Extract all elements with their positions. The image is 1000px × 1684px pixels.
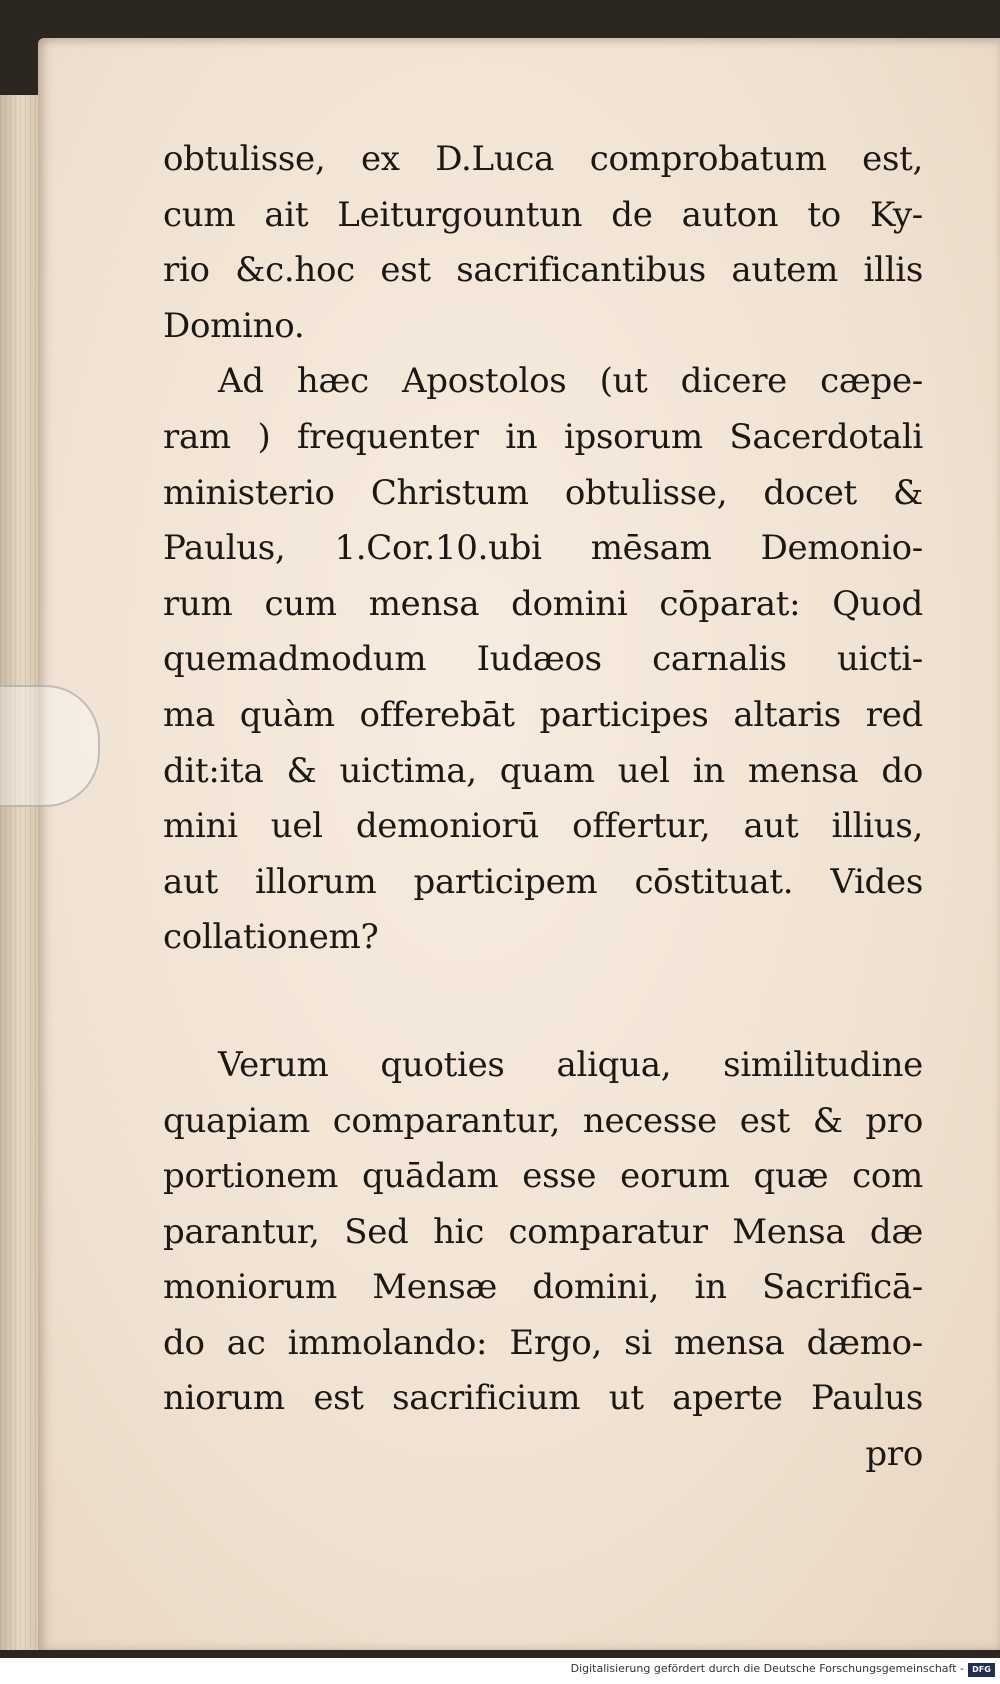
text-line: quemadmodum Iudæos carnalis uicti-: [163, 639, 923, 680]
text-line: cum ait Leiturgountun de auton to Ky-: [163, 194, 923, 235]
text-line: ma quàm offerebāt participes altaris red: [163, 694, 923, 735]
text-line: rum cum mensa domini cōparat: Quod: [163, 583, 923, 624]
page-text: [163, 132, 923, 1483]
text-line: moniorum Mensæ domini, in Sacrificā-: [163, 1267, 923, 1308]
text-line: quapiam comparantur, necesse est & pro: [163, 1100, 923, 1141]
text-line: parantur, Sed hic comparatur Mensa dæ: [163, 1211, 923, 1252]
paragraph-gap: [163, 966, 923, 1038]
dfg-logo-icon: DFG: [968, 1663, 995, 1677]
text-line: ministerio Christum obtulisse, docet &: [163, 472, 923, 513]
footer-credit: Digitalisierung gefördert durch die Deutsche Forschungsgemeinschaft -: [570, 1662, 964, 1675]
catchword: pro: [865, 1434, 923, 1475]
text-line: dit:ita & uictima, quam uel in mensa do: [163, 750, 923, 791]
text-line: ram ) frequenter in ipsorum Sacerdotali: [163, 416, 923, 457]
text-line: portionem quādam esse eorum quæ com: [163, 1156, 923, 1197]
footer-bar: [0, 1658, 1000, 1684]
text-line: Domino.: [163, 305, 305, 346]
text-line: Paulus, 1.Cor.10.ubi mēsam Demonio-: [163, 528, 923, 569]
text-line: obtulisse, ex D.Luca comprobatum est,: [163, 139, 923, 179]
text-line: rio &c.hoc est sacrificantibus autem illis: [163, 250, 923, 291]
text-line: mini uel demoniorū offertur, aut illius,: [163, 806, 923, 847]
text-line: Ad hæc Apostolos (ut dicere cæpe-: [218, 361, 923, 402]
text-line: niorum est sacrificium ut aperte Paulus: [163, 1378, 923, 1419]
text-line: Verum quoties aliqua, similitudine: [218, 1044, 923, 1085]
page-tab-marker: [0, 685, 100, 807]
text-line: aut illorum participem cōstituat. Vides: [163, 861, 923, 902]
text-line: collationem?: [163, 917, 379, 958]
text-line: do ac immolando: Ergo, si mensa dæmo-: [163, 1322, 923, 1363]
